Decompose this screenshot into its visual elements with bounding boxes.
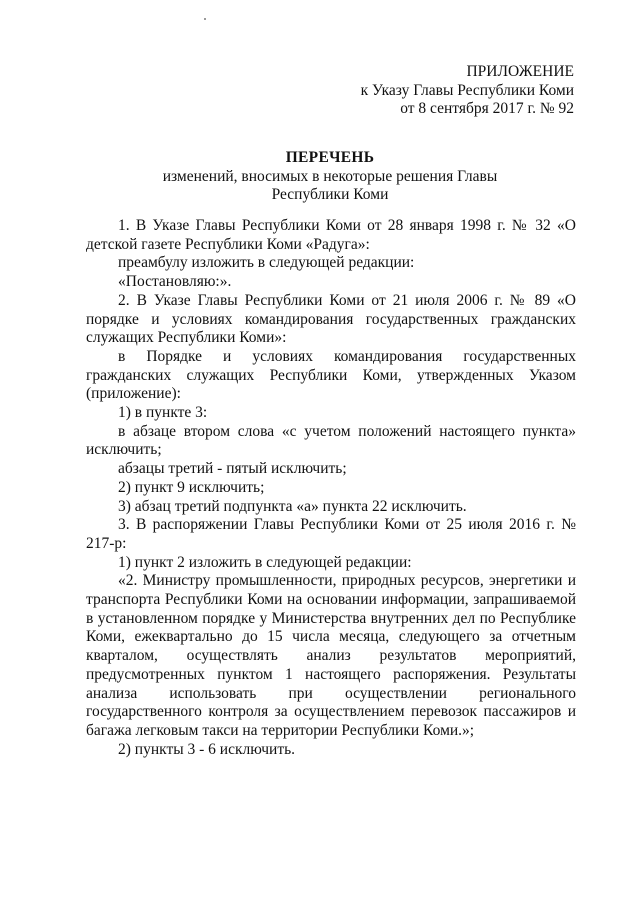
paragraph-13: «2. Министру промышленности, природных ресурсов, энергетики и транспорта Республики Коми на основании информации, запрашиваемой в установленном порядке у Министерства внутренних дел по Республике Коми, ежеквартально до 15 числа месяца, следующего за отчетным кварталом, осуществлять анализ результатов мероприятий, предусмотренных пунктом 1 настоящего распоряжения. Результаты анализа использовать при осуществлении регионального государственного контроля за осуществлением перевозок пассажиров и багажа легковым такси на территории Республики Коми.»; <box>86 572 576 739</box>
document-subtitle-line1: изменений, вносимых в некоторые решения Главы <box>162 167 498 185</box>
paragraph-14: 2) пункты 3 - 6 исключить. <box>118 740 296 758</box>
paragraph-2: преамбулу изложить в следующей редакции: <box>118 254 415 272</box>
document-title-block <box>66 149 594 205</box>
scan-speck <box>204 18 206 20</box>
paragraph-8: абзацы третий - пятый исключить; <box>118 460 347 478</box>
paragraph-1: 1. В Указе Главы Республики Коми от 28 января 1998 г. № 32 «О детской газете Республики Коми «Радуга»: <box>86 217 576 253</box>
decree-reference: к Указу Главы Республики Коми <box>360 81 574 99</box>
appendix-header <box>361 63 574 119</box>
paragraph-9: 2) пункт 9 исключить; <box>118 478 265 496</box>
paragraph-12: 1) пункт 2 изложить в следующей редакции: <box>118 553 412 571</box>
appendix-label: ПРИЛОЖЕНИЕ <box>466 63 574 80</box>
paragraph-3: «Постановляю:». <box>118 273 232 291</box>
paragraph-5: в Порядке и условиях командирования государственных гражданских служащих Республики Коми, утвержденных Указом (приложение): <box>86 347 576 403</box>
paragraph-10: 3) абзац третий подпункта «а» пункта 22 исключить. <box>118 497 467 515</box>
decree-date: от 8 сентября 2017 г. № 92 <box>400 100 574 117</box>
document-title: ПЕРЕЧЕНЬ <box>285 149 375 166</box>
document-subtitle-line2: Республики Коми <box>271 186 389 203</box>
paragraph-4: 2. В Указе Главы Республики Коми от 21 июля 2006 г. № 89 «О порядке и условиях командирования государственных гражданских служащих Республики Коми»: <box>86 291 576 347</box>
document-body <box>86 217 576 759</box>
paragraph-6: 1) в пункте 3: <box>118 404 208 422</box>
paragraph-7: в абзаце втором слова «с учетом положений настоящего пункта» исключить; <box>86 422 576 459</box>
paragraph-11: 3. В распоряжении Главы Республики Коми от 25 июля 2016 г. № 217-р: <box>86 516 576 552</box>
